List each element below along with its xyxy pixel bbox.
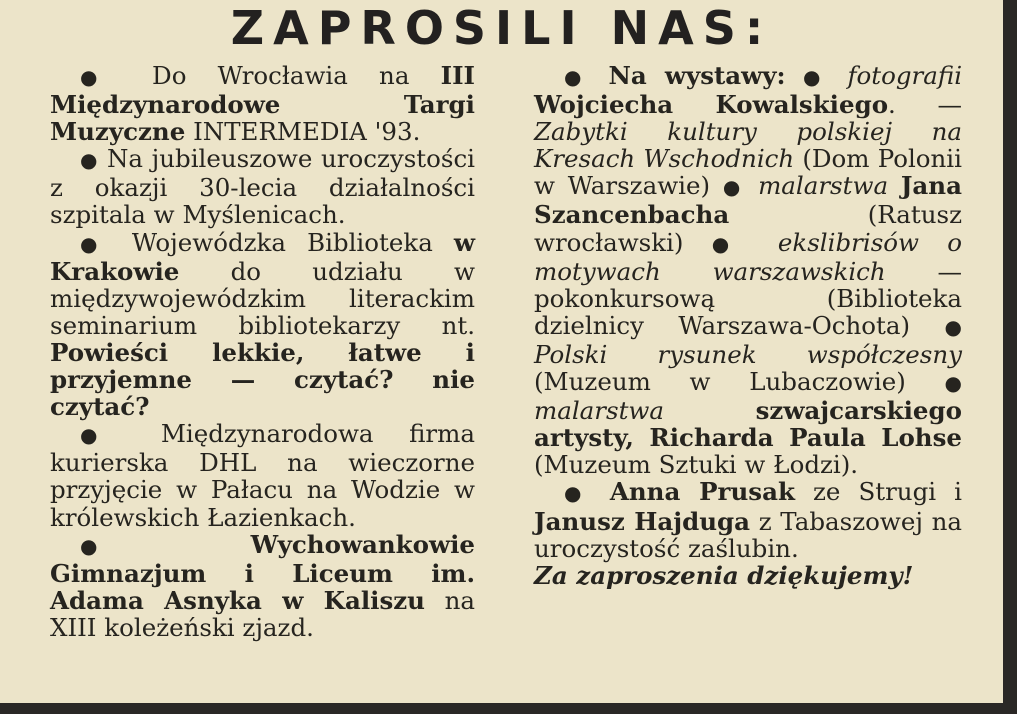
bullet-icon: ● xyxy=(80,148,99,173)
bullet-icon: ● xyxy=(564,65,592,89)
right-border xyxy=(1003,0,1017,714)
bullet-icon: ● xyxy=(944,371,962,396)
bullet-icon: ● xyxy=(80,423,126,448)
paragraph-targi: ● Do Wrocławia na III Międzynarodowe Targi Muzyczne INTERMEDIA '93. xyxy=(50,61,475,147)
bullet-icon: ● xyxy=(564,481,592,506)
bullet-icon: ● xyxy=(80,231,111,256)
paragraph-biblioteka: ● Wojewódzka Biblioteka w Krakowie do udziału w międzywojewódzkim literackim seminarium bibliotekarzy nt. Powieści lekkie, łatwe i przyjemne — czytać? nie czytać? xyxy=(50,227,476,422)
bullet-icon: ● xyxy=(711,231,750,256)
bullet-icon: ● xyxy=(80,533,171,558)
bottom-border xyxy=(0,703,1017,714)
bullet-icon: ● xyxy=(944,314,962,339)
page-title: ZAPROSILI NAS: xyxy=(230,1,773,55)
thanks-line: Za zaproszenia dziękujemy! xyxy=(534,560,914,590)
left-column xyxy=(50,62,475,641)
paragraph-wystawy: ● Na wystawy: ● fotografii Wojciecha Kowalskiego. — Zabytki kultury polskiej na Kresach Wschodnich (Dom Polonii w Warszawie) ● malarstwa Jana Szancenbacha (Ratusz wrocławski) ● ekslibrisów o motywach warszawskich — pokonkursową (Biblioteka dzielnicy Warszawa-Ochota) ● Polski rysunek współczesny (Muzeum w Lubaczowie) ● malarstwa szwajcarskiego artysty, Richarda Paula Lohse (Muzeum Sztuki w Łodzi). xyxy=(534,61,963,480)
bullet-icon: ● xyxy=(722,175,746,200)
paragraph-dhl: ● Międzynarodowa firma kurierska DHL na wieczorne przyjęcie w Pałacu na Wodzie w królewskich Łazienkach. xyxy=(50,419,475,532)
bullet-icon: ● xyxy=(80,65,121,89)
paragraph-zaslubiny: ● Anna Prusak ze Strugi i Janusz Hajduga z Tabaszowej na uroczystość zaślubin. xyxy=(534,477,963,563)
right-column xyxy=(534,62,962,589)
bullet-icon: ● xyxy=(802,65,831,89)
paragraph-wychowankowie: ● Wychowankowie Gimnazjum i Liceum im. Adama Asnyka w Kaliszu na XIII koleżeński zjazd. xyxy=(50,529,475,642)
paragraph-szpital: ● Na jubileuszowe uroczystości z okazji 30-lecia działalności szpitala w Myślenicach. xyxy=(50,144,475,230)
